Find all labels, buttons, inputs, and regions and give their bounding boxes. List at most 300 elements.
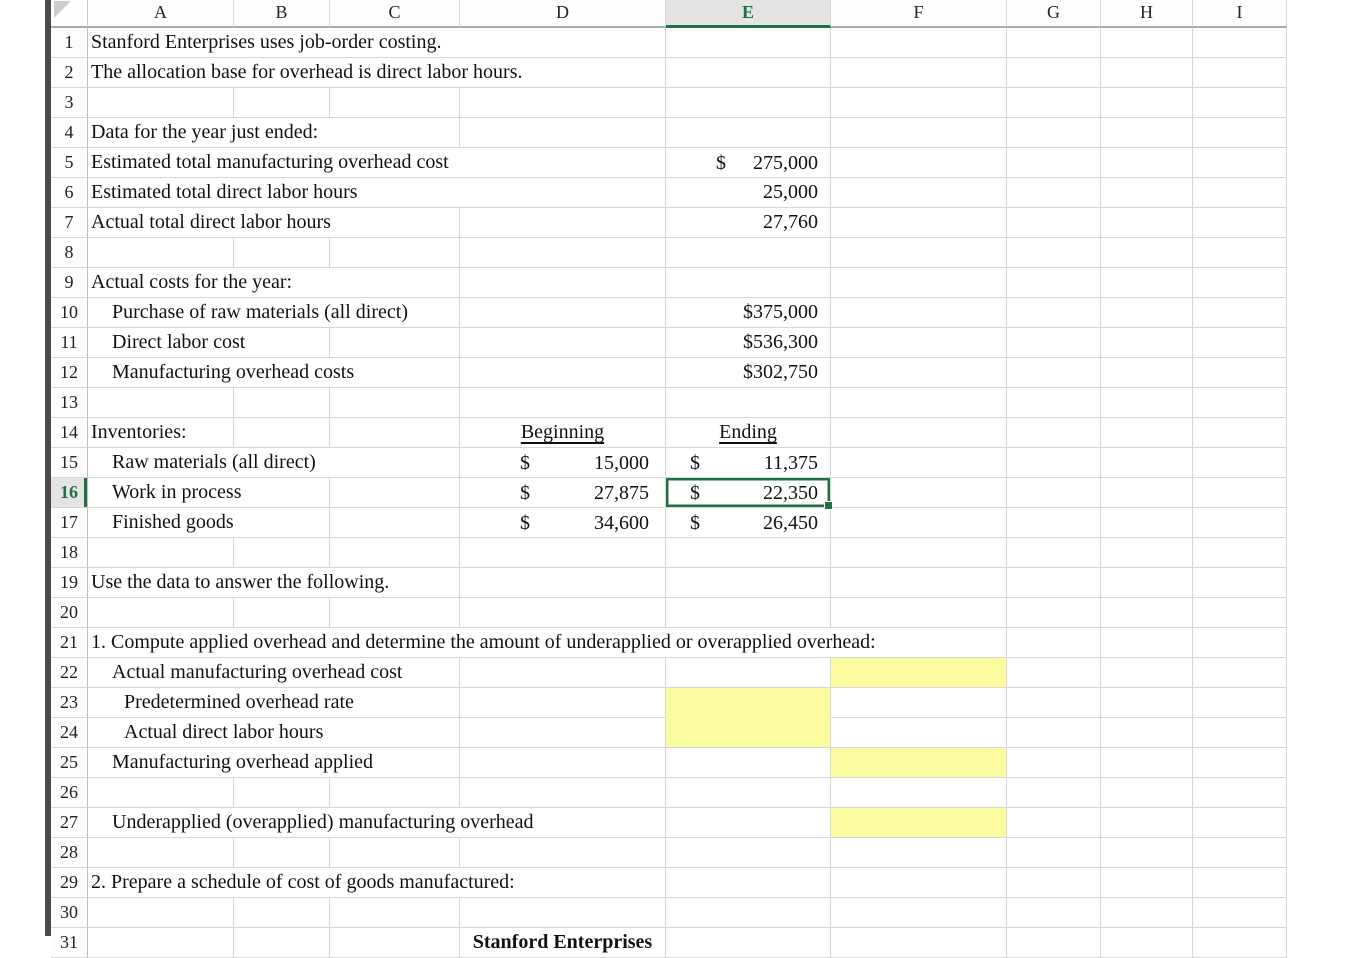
row-header-16[interactable]: 16 (51, 478, 88, 508)
cell-A12[interactable]: Manufacturing overhead costs (88, 358, 460, 388)
cell-E13[interactable] (666, 388, 831, 418)
cell-I19[interactable] (1193, 568, 1287, 598)
cell-G20[interactable] (1007, 598, 1101, 628)
cell-H1[interactable] (1101, 28, 1193, 58)
cell-A17[interactable]: Finished goods (88, 508, 330, 538)
cell-E5[interactable] (666, 148, 831, 178)
cell-E18[interactable] (666, 538, 831, 568)
cell-E30[interactable] (666, 898, 831, 928)
cell-E7[interactable]: 27,760 (666, 208, 831, 238)
cell-I4[interactable] (1193, 118, 1287, 148)
cell-F27[interactable] (831, 808, 1007, 838)
row-header-5[interactable]: 5 (51, 148, 88, 178)
cell-G4[interactable] (1007, 118, 1101, 148)
cell-G5[interactable] (1007, 148, 1101, 178)
cell-F7[interactable] (831, 208, 1007, 238)
cell-A31[interactable] (88, 928, 234, 958)
cell-I11[interactable] (1193, 328, 1287, 358)
cell-A27[interactable]: Underapplied (overapplied) manufacturing overhead (88, 808, 666, 838)
row-header-4[interactable]: 4 (51, 118, 88, 148)
cell-I30[interactable] (1193, 898, 1287, 928)
cell-B8[interactable] (234, 238, 330, 268)
cell-I25[interactable] (1193, 748, 1287, 778)
cell-D20[interactable] (460, 598, 666, 628)
cell-G11[interactable] (1007, 328, 1101, 358)
cell-D7[interactable] (460, 208, 666, 238)
cell-value: 27,875 (594, 481, 649, 504)
col-header-G[interactable]: G (1007, 0, 1101, 28)
cell-I1[interactable] (1193, 28, 1287, 58)
cell-I29[interactable] (1193, 868, 1287, 898)
cell-F8[interactable] (831, 238, 1007, 268)
row-header-21[interactable]: 21 (51, 628, 88, 658)
cell-G24[interactable] (1007, 718, 1101, 748)
cell-E27[interactable] (666, 808, 831, 838)
cell-H31[interactable] (1101, 928, 1193, 958)
cell-E22[interactable] (666, 658, 831, 688)
col-header-F[interactable]: F (831, 0, 1007, 28)
sheet-row-5 (51, 148, 1287, 178)
cell-C18[interactable] (330, 538, 460, 568)
cell-value: 26,450 (763, 511, 818, 534)
cell-F20[interactable] (831, 598, 1007, 628)
cell-G9[interactable] (1007, 268, 1101, 298)
cell-D15[interactable] (460, 448, 666, 478)
row-header-17[interactable]: 17 (51, 508, 88, 538)
cell-F26[interactable] (831, 778, 1007, 808)
cell-F3[interactable] (831, 88, 1007, 118)
cell-D16[interactable] (460, 478, 666, 508)
row-header-12[interactable]: 12 (51, 358, 88, 388)
cell-H8[interactable] (1101, 238, 1193, 268)
cell-D26[interactable] (460, 778, 666, 808)
col-header-H[interactable]: H (1101, 0, 1193, 28)
cell-G13[interactable] (1007, 388, 1101, 418)
cell-H19[interactable] (1101, 568, 1193, 598)
cell-I22[interactable] (1193, 658, 1287, 688)
cell-G25[interactable] (1007, 748, 1101, 778)
row-header-27[interactable]: 27 (51, 808, 88, 838)
cell-H5[interactable] (1101, 148, 1193, 178)
cell-C30[interactable] (330, 898, 460, 928)
row-header-9[interactable]: 9 (51, 268, 88, 298)
row-header-8[interactable]: 8 (51, 238, 88, 268)
cell-H3[interactable] (1101, 88, 1193, 118)
cell-H7[interactable] (1101, 208, 1193, 238)
col-header-E[interactable]: E (666, 0, 831, 28)
cell-G8[interactable] (1007, 238, 1101, 268)
sheet-row-12 (51, 358, 1287, 388)
row-header-10[interactable]: 10 (51, 298, 88, 328)
sheet-row-13 (51, 388, 1287, 418)
row-header-6[interactable]: 6 (51, 178, 88, 208)
cell-B28[interactable] (234, 838, 330, 868)
cell-E29[interactable] (666, 868, 831, 898)
row-header-20[interactable]: 20 (51, 598, 88, 628)
cell-value: 275,000 (753, 151, 818, 174)
cell-A2[interactable]: The allocation base for overhead is direct labor hours. (88, 58, 666, 88)
cell-I27[interactable] (1193, 808, 1287, 838)
cell-value: 22,350 (763, 481, 818, 504)
cell-B31[interactable] (234, 928, 330, 958)
cell-G2[interactable] (1007, 58, 1101, 88)
cell-A1[interactable]: Stanford Enterprises uses job-order costing. (88, 28, 666, 58)
cell-B20[interactable] (234, 598, 330, 628)
sheet-row-30 (51, 898, 1287, 928)
cell-I13[interactable] (1193, 388, 1287, 418)
cell-H30[interactable] (1101, 898, 1193, 928)
cell-A10[interactable]: Purchase of raw materials (all direct) (88, 298, 460, 328)
cell-H9[interactable] (1101, 268, 1193, 298)
cell-E28[interactable] (666, 838, 831, 868)
cell-C16[interactable] (330, 478, 460, 508)
cell-F2[interactable] (831, 58, 1007, 88)
cell-A4[interactable]: Data for the year just ended: (88, 118, 460, 148)
cell-H27[interactable] (1101, 808, 1193, 838)
cell-H10[interactable] (1101, 298, 1193, 328)
cell-A3[interactable] (88, 88, 234, 118)
sheet-row-19 (51, 568, 1287, 598)
cell-H15[interactable] (1101, 448, 1193, 478)
cell-G17[interactable] (1007, 508, 1101, 538)
cell-D18[interactable] (460, 538, 666, 568)
cell-C11[interactable] (330, 328, 460, 358)
cell-B26[interactable] (234, 778, 330, 808)
cell-C26[interactable] (330, 778, 460, 808)
cell-E17[interactable] (666, 508, 831, 538)
cell-E12[interactable]: $302,750 (666, 358, 831, 388)
row-header-26[interactable]: 26 (51, 778, 88, 808)
cell-D25[interactable] (460, 748, 666, 778)
cell-D31[interactable]: Stanford Enterprises (460, 928, 666, 958)
cell-G31[interactable] (1007, 928, 1101, 958)
cell-A25[interactable]: Manufacturing overhead applied (88, 748, 460, 778)
sheet-row-1 (51, 28, 1287, 58)
row-header-13[interactable]: 13 (51, 388, 88, 418)
cell-D22[interactable] (460, 658, 666, 688)
cell-G19[interactable] (1007, 568, 1101, 598)
column-header-row (51, 0, 1287, 28)
cell-A26[interactable] (88, 778, 234, 808)
col-header-C[interactable]: C (330, 0, 460, 28)
cell-B14[interactable] (234, 418, 330, 448)
cell-H12[interactable] (1101, 358, 1193, 388)
cell-I26[interactable] (1193, 778, 1287, 808)
row-header-30[interactable]: 30 (51, 898, 88, 928)
cell-G22[interactable] (1007, 658, 1101, 688)
cell-E4[interactable] (666, 118, 831, 148)
cell-B18[interactable] (234, 538, 330, 568)
sheet-row-7 (51, 208, 1287, 238)
cell-E8[interactable] (666, 238, 831, 268)
cell-I28[interactable] (1193, 838, 1287, 868)
cell-D14[interactable]: Beginning (460, 418, 666, 448)
cell-I23[interactable] (1193, 688, 1287, 718)
cell-G1[interactable] (1007, 28, 1101, 58)
cell-C20[interactable] (330, 598, 460, 628)
sheet-grid (51, 0, 1287, 958)
cell-G28[interactable] (1007, 838, 1101, 868)
cell-A8[interactable] (88, 238, 234, 268)
cell-F17[interactable] (831, 508, 1007, 538)
col-header-A[interactable]: A (88, 0, 234, 28)
sheet-row-10 (51, 298, 1287, 328)
row-header-1[interactable]: 1 (51, 28, 88, 58)
cell-A29[interactable]: 2. Prepare a schedule of cost of goods manufactured: (88, 868, 666, 898)
cell-G29[interactable] (1007, 868, 1101, 898)
row-header-7[interactable]: 7 (51, 208, 88, 238)
cell-C8[interactable] (330, 238, 460, 268)
cell-H29[interactable] (1101, 868, 1193, 898)
cell-A5[interactable]: Estimated total manufacturing overhead cost (88, 148, 666, 178)
cell-I2[interactable] (1193, 58, 1287, 88)
cell-value: 11,375 (763, 451, 818, 474)
cell-I12[interactable] (1193, 358, 1287, 388)
row-header-31[interactable]: 31 (51, 928, 88, 958)
row-header-18[interactable]: 18 (51, 538, 88, 568)
cell-D10[interactable] (460, 298, 666, 328)
cell-A6[interactable]: Estimated total direct labor hours (88, 178, 666, 208)
cell-A14[interactable]: Inventories: (88, 418, 234, 448)
cell-H25[interactable] (1101, 748, 1193, 778)
sheet-row-26 (51, 778, 1287, 808)
cell-D12[interactable] (460, 358, 666, 388)
cell-G12[interactable] (1007, 358, 1101, 388)
sheet-row-17 (51, 508, 1287, 538)
cell-I16[interactable] (1193, 478, 1287, 508)
sheet-row-27 (51, 808, 1287, 838)
cell-A23[interactable]: Predetermined overhead rate (88, 688, 460, 718)
cell-D28[interactable] (460, 838, 666, 868)
cell-A22[interactable]: Actual manufacturing overhead cost (88, 658, 460, 688)
cell-H4[interactable] (1101, 118, 1193, 148)
col-header-D[interactable]: D (460, 0, 666, 28)
cell-G10[interactable] (1007, 298, 1101, 328)
cell-E10[interactable]: $375,000 (666, 298, 831, 328)
cell-F10[interactable] (831, 298, 1007, 328)
cell-F14[interactable] (831, 418, 1007, 448)
row-header-24[interactable]: 24 (51, 718, 88, 748)
cell-E1[interactable] (666, 28, 831, 58)
cell-A28[interactable] (88, 838, 234, 868)
cell-A21[interactable]: 1. Compute applied overhead and determine the amount of underapplied or overapplied overhead: (88, 628, 1007, 658)
cell-H22[interactable] (1101, 658, 1193, 688)
sheet-row-4 (51, 118, 1287, 148)
cell-F30[interactable] (831, 898, 1007, 928)
sheet-row-25 (51, 748, 1287, 778)
cell-D13[interactable] (460, 388, 666, 418)
sheet-row-2 (51, 58, 1287, 88)
cell-F24[interactable] (831, 718, 1007, 748)
cell-G18[interactable] (1007, 538, 1101, 568)
cell-G21[interactable] (1007, 628, 1101, 658)
cell-F9[interactable] (831, 268, 1007, 298)
cell-D17[interactable] (460, 508, 666, 538)
cell-I21[interactable] (1193, 628, 1287, 658)
cell-D19[interactable] (460, 568, 666, 598)
cell-H18[interactable] (1101, 538, 1193, 568)
cell-A7[interactable]: Actual total direct labor hours (88, 208, 460, 238)
cell-I3[interactable] (1193, 88, 1287, 118)
cell-E15[interactable] (666, 448, 831, 478)
cell-A19[interactable]: Use the data to answer the following. (88, 568, 460, 598)
cell-G15[interactable] (1007, 448, 1101, 478)
row-header-23[interactable]: 23 (51, 688, 88, 718)
cell-F18[interactable] (831, 538, 1007, 568)
sheet-row-16 (51, 478, 1287, 508)
cell-I14[interactable] (1193, 418, 1287, 448)
cell-H2[interactable] (1101, 58, 1193, 88)
cell-B3[interactable] (234, 88, 330, 118)
row-header-22[interactable]: 22 (51, 658, 88, 688)
row-header-14[interactable]: 14 (51, 418, 88, 448)
cell-E23[interactable] (666, 688, 831, 718)
cell-F11[interactable] (831, 328, 1007, 358)
cell-G26[interactable] (1007, 778, 1101, 808)
currency-symbol: $ (520, 451, 530, 474)
cell-A11[interactable]: Direct labor cost (88, 328, 330, 358)
cell-F16[interactable] (831, 478, 1007, 508)
cell-A18[interactable] (88, 538, 234, 568)
col-header-I[interactable]: I (1193, 0, 1287, 28)
cell-G6[interactable] (1007, 178, 1101, 208)
col-header-B[interactable]: B (234, 0, 330, 28)
cell-D9[interactable] (460, 268, 666, 298)
cell-C17[interactable] (330, 508, 460, 538)
cell-H26[interactable] (1101, 778, 1193, 808)
row-header-29[interactable]: 29 (51, 868, 88, 898)
cell-E14[interactable]: Ending (666, 418, 831, 448)
currency-symbol: $ (690, 481, 700, 504)
cell-F25[interactable] (831, 748, 1007, 778)
cell-H16[interactable] (1101, 478, 1193, 508)
cell-D8[interactable] (460, 238, 666, 268)
cell-E20[interactable] (666, 598, 831, 628)
cell-A30[interactable] (88, 898, 234, 928)
cell-A24[interactable]: Actual direct labor hours (88, 718, 460, 748)
cell-F6[interactable] (831, 178, 1007, 208)
cell-F5[interactable] (831, 148, 1007, 178)
cell-C31[interactable] (330, 928, 460, 958)
cell-I10[interactable] (1193, 298, 1287, 328)
cell-H21[interactable] (1101, 628, 1193, 658)
cell-A15[interactable]: Raw materials (all direct) (88, 448, 460, 478)
select-all-corner[interactable] (51, 0, 88, 28)
row-header-19[interactable]: 19 (51, 568, 88, 598)
cell-A9[interactable]: Actual costs for the year: (88, 268, 460, 298)
cell-F12[interactable] (831, 358, 1007, 388)
row-header-3[interactable]: 3 (51, 88, 88, 118)
cell-H23[interactable] (1101, 688, 1193, 718)
sheet-row-15 (51, 448, 1287, 478)
cell-E11[interactable]: $536,300 (666, 328, 831, 358)
cell-C14[interactable] (330, 418, 460, 448)
cell-C13[interactable] (330, 388, 460, 418)
cell-E25[interactable] (666, 748, 831, 778)
cell-E3[interactable] (666, 88, 831, 118)
cell-F29[interactable] (831, 868, 1007, 898)
cell-I9[interactable] (1193, 268, 1287, 298)
cell-E31[interactable] (666, 928, 831, 958)
cell-G30[interactable] (1007, 898, 1101, 928)
cell-G3[interactable] (1007, 88, 1101, 118)
cell-G16[interactable] (1007, 478, 1101, 508)
cell-F22[interactable] (831, 658, 1007, 688)
row-header-25[interactable]: 25 (51, 748, 88, 778)
cell-I15[interactable] (1193, 448, 1287, 478)
cell-I7[interactable] (1193, 208, 1287, 238)
row-header-11[interactable]: 11 (51, 328, 88, 358)
cell-G14[interactable] (1007, 418, 1101, 448)
cell-E24[interactable] (666, 718, 831, 748)
cell-C3[interactable] (330, 88, 460, 118)
cell-G27[interactable] (1007, 808, 1101, 838)
cell-F15[interactable] (831, 448, 1007, 478)
cell-H13[interactable] (1101, 388, 1193, 418)
cell-D23[interactable] (460, 688, 666, 718)
cell-D3[interactable] (460, 88, 666, 118)
cell-E19[interactable] (666, 568, 831, 598)
currency-symbol: $ (690, 451, 700, 474)
row-header-28[interactable]: 28 (51, 838, 88, 868)
cell-F23[interactable] (831, 688, 1007, 718)
cell-H11[interactable] (1101, 328, 1193, 358)
cell-H14[interactable] (1101, 418, 1193, 448)
cell-I6[interactable] (1193, 178, 1287, 208)
cell-B13[interactable] (234, 388, 330, 418)
cell-F19[interactable] (831, 568, 1007, 598)
cell-I5[interactable] (1193, 148, 1287, 178)
cell-D24[interactable] (460, 718, 666, 748)
cell-F31[interactable] (831, 928, 1007, 958)
cell-C28[interactable] (330, 838, 460, 868)
cell-I20[interactable] (1193, 598, 1287, 628)
cell-A16[interactable]: Work in process (88, 478, 330, 508)
sheet-row-22 (51, 658, 1287, 688)
cell-G23[interactable] (1007, 688, 1101, 718)
cell-E9[interactable] (666, 268, 831, 298)
cell-D11[interactable] (460, 328, 666, 358)
cell-E2[interactable] (666, 58, 831, 88)
cell-F13[interactable] (831, 388, 1007, 418)
cell-F4[interactable] (831, 118, 1007, 148)
cell-E26[interactable] (666, 778, 831, 808)
cell-I8[interactable] (1193, 238, 1287, 268)
cell-A13[interactable] (88, 388, 234, 418)
cell-I17[interactable] (1193, 508, 1287, 538)
cell-F1[interactable] (831, 28, 1007, 58)
cell-H20[interactable] (1101, 598, 1193, 628)
cell-I18[interactable] (1193, 538, 1287, 568)
cell-B30[interactable] (234, 898, 330, 928)
row-header-2[interactable]: 2 (51, 58, 88, 88)
cell-H24[interactable] (1101, 718, 1193, 748)
cell-H28[interactable] (1101, 838, 1193, 868)
cell-I24[interactable] (1193, 718, 1287, 748)
cell-F28[interactable] (831, 838, 1007, 868)
cell-D4[interactable] (460, 118, 666, 148)
currency-symbol: $ (520, 511, 530, 534)
cell-D30[interactable] (460, 898, 666, 928)
row-header-15[interactable]: 15 (51, 448, 88, 478)
cell-E6[interactable]: 25,000 (666, 178, 831, 208)
cell-G7[interactable] (1007, 208, 1101, 238)
cell-A20[interactable] (88, 598, 234, 628)
cell-H6[interactable] (1101, 178, 1193, 208)
cell-E16[interactable] (666, 478, 831, 508)
cell-H17[interactable] (1101, 508, 1193, 538)
cell-I31[interactable] (1193, 928, 1287, 958)
